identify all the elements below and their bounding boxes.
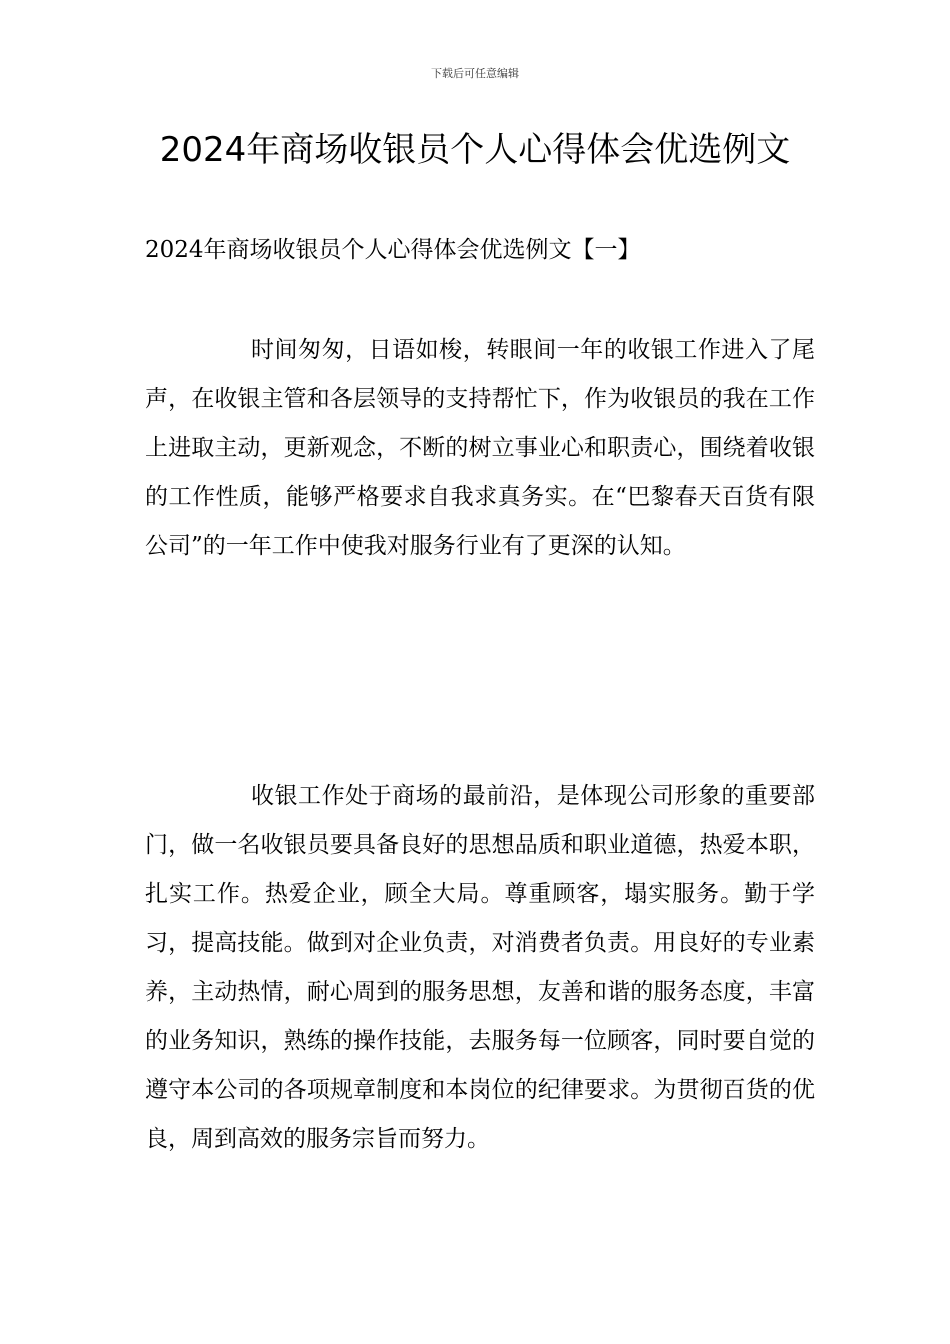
document-title: 2024年商场收银员个人心得体会优选例文 xyxy=(159,130,791,170)
section-heading: 2024年商场收银员个人心得体会优选例文【一】 xyxy=(145,237,641,263)
header-note: 下载后可任意编辑 xyxy=(431,67,519,80)
body-paragraph-1: 时间匆匆，日语如梭，转眼间一年的收银工作进入了尾声，在收银主管和各层领导的支持帮忙下，作为收银员的我在工作上进取主动，更新观念，不断的树立事业心和职责心，围绕着收银的工作性质，能够严格要求自我求真务实。在“巴黎春天百货有限公司”的一年工作中使我对服务行业有了更深的认知。 xyxy=(145,337,815,559)
body-paragraph-2: 收银工作处于商场的最前沿，是体现公司形象的重要部门，做一名收银员要具备良好的思想品质和职业道德，热爱本职，扎实工作。热爱企业，顾全大局。尊重顾客，塌实服务。勤于学习，提高技能。做到对企业负责，对消费者负责。用良好的专业素养，主动热情，耐心周到的服务思想，友善和谐的服务态度，丰富的业务知识，熟练的操作技能，去服务每一位顾客，同时要自觉的遵守本公司的各项规章制度和本岗位的纪律要求。为贯彻百货的优良，周到高效的服务宗旨而努力。 xyxy=(145,783,815,1152)
